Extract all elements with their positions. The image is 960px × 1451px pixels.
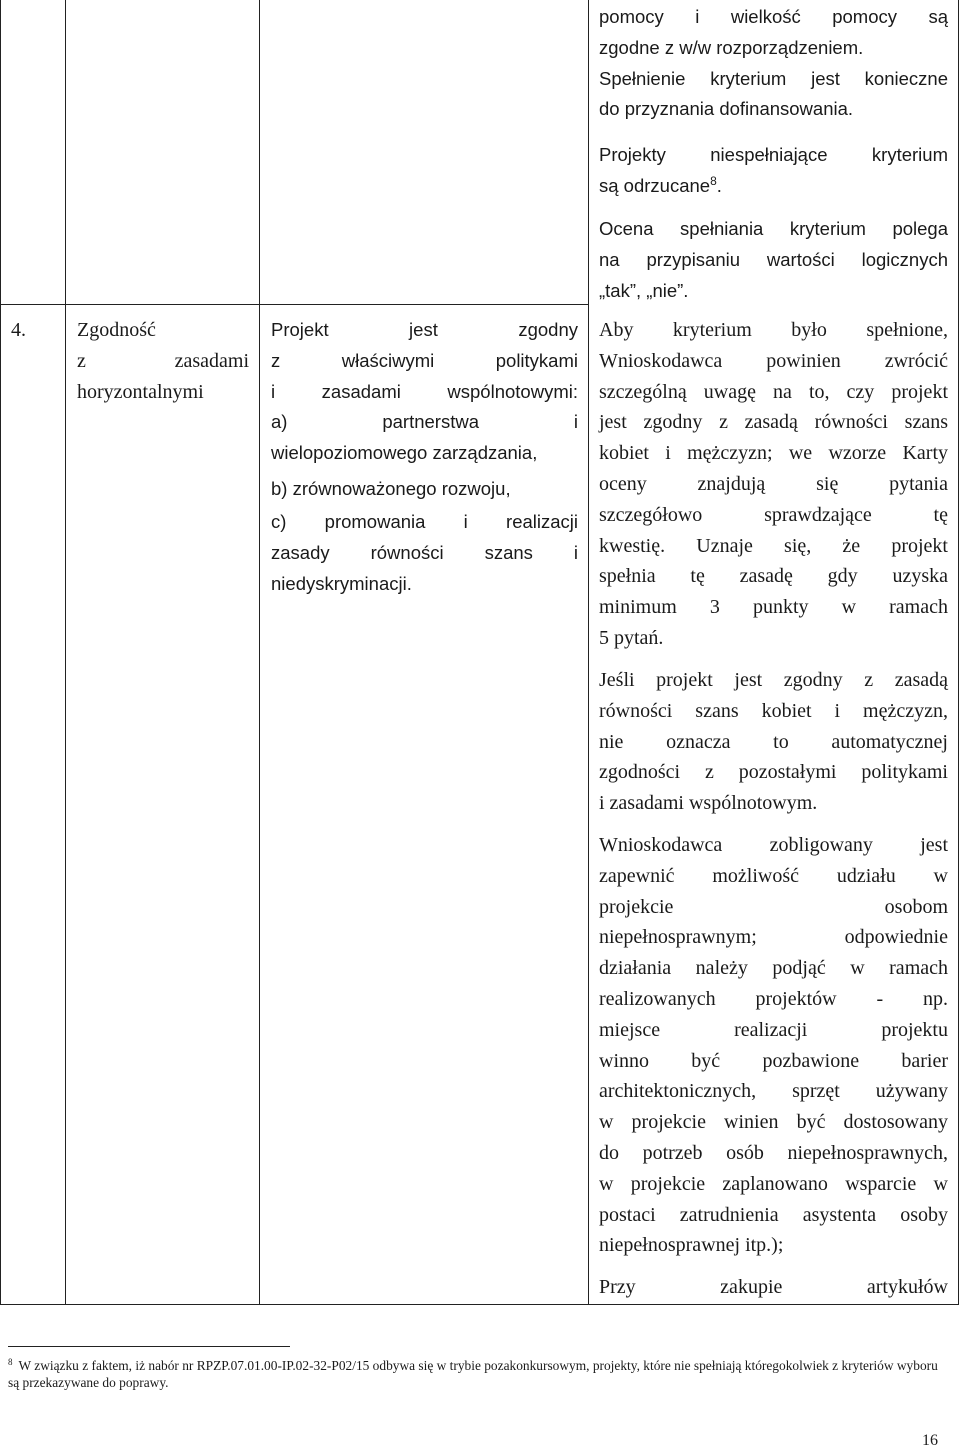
assessment-line: Jeśli projekt jest zgodny z zasadą [599,669,948,691]
page-number: 16 [922,1432,938,1449]
table-border-col2 [259,0,260,1305]
criterion-name-line-2: z zasadami [77,349,249,372]
description-line: niedyskryminacji. [271,572,412,594]
assessment-line: Przy zakupie artykułów [599,1276,948,1298]
assessment-line: działania należy podjąć w ramach [599,957,948,980]
assessment-line: Aby kryterium było spełnione, [599,319,948,341]
table-border-col1 [65,0,66,1305]
criterion-name-line-3: horyzontalnymi [77,380,204,403]
table-border-left [0,0,1,1305]
assessment-line: zgodności z pozostałymi politykami [599,761,948,784]
footnote-text: W związku z faktem, iż nabór nr RPZP.07.01.00-IP.02-32-P02/15 odbywa się w trybie pozakonkursowym, projekty, które nie spełniają któregokolwiek z kryteriów wyboru są przekazywane do poprawy. [8,1358,938,1390]
assessment-line: szczególną uwagę na to, czy projekt [599,380,948,403]
footnote-reference: 8 [710,173,717,188]
assessment-line: i zasadami wspólnotowym. [599,792,818,815]
table-border-right [958,0,959,1305]
criterion-name-line-1: Zgodność [77,319,156,341]
row-separator [0,304,588,305]
prev-line-text: są odrzucane [599,174,711,196]
assessment-line: jest zgodny z zasadą równości szans [599,411,948,434]
assessment-line: nie oznacza to automatycznej [599,730,948,753]
assessment-line: spełnia tę zasadę gdy uzyska [599,565,948,588]
prev-line: Spełnienie kryterium jest konieczne [599,67,948,89]
footnote-mark: 8 [8,1356,13,1367]
assessment-line: szczegółowo sprawdzające tę [599,503,948,526]
assessment-line: 5 pytań. [599,627,664,649]
assessment-line: minimum 3 punkty w ramach [599,596,948,619]
assessment-line: oceny znajdują się pytania [599,473,948,495]
assessment-line: projekcie osobom [599,895,948,918]
assessment-line: Wnioskodawca zobligowany jest [599,834,948,856]
description-line: a) partnerstwa i [271,411,578,433]
assessment-line: niepełnosprawnym; odpowiednie [599,926,948,949]
prev-line: Ocena spełniania kryterium polega [599,218,948,239]
assessment-line: miejsce realizacji projektu [599,1018,948,1041]
assessment-line: w projekcie winien być dostosowany [599,1111,948,1134]
footnote-separator [8,1346,290,1347]
prev-line-with-footnote [599,171,948,202]
table-border-bottom [0,1304,959,1305]
description-line: b) zrównoważonego rozwoju, [271,478,511,499]
assessment-line: kwestię. Uznaje się, że projekt [599,534,948,557]
assessment-line: do potrzeb osób niepełnosprawnych, [599,1142,948,1164]
assessment-line: równości szans kobiet i mężczyzn, [599,699,948,722]
prev-line-end: . [716,174,722,196]
assessment-line: postaci zatrudnienia asystenta osoby [599,1203,948,1226]
row-number: 4. [11,319,26,341]
description-line: i zasadami wspólnotowymi: [271,380,578,402]
description-line: c) promowania i realizacji [271,511,578,532]
prev-line: pomocy i wielkość pomocy są [599,6,948,27]
prev-line: zgodne z w/w rozporządzeniem. [599,36,864,58]
prev-line: Projekty niespełniające kryterium [599,144,948,165]
assessment-line: realizowanych projektów - np. [599,988,948,1010]
assessment-line: Wnioskodawca powinien zwrócić [599,349,948,372]
prev-line: na przypisaniu wartości logicznych [599,248,948,270]
description-line: z właściwymi politykami [271,349,578,371]
prev-line: do przyznania dofinansowania. [599,98,854,120]
description-line: Projekt jest zgodny [271,319,578,340]
prev-line: „tak”, „nie”. [599,279,689,301]
footnote [8,1357,938,1391]
assessment-line: winno być pozbawione barier [599,1049,948,1072]
description-line: wielopoziomowego zarządzania, [271,442,538,464]
table-border-col3 [588,0,589,1305]
assessment-line: kobiet i mężczyzn; we wzorze Karty [599,442,948,465]
assessment-line: zapewnić możliwość udziału w [599,864,948,887]
assessment-line: w projekcie zaplanowano wsparcie w [599,1172,948,1195]
assessment-line: niepełnosprawnej itp.); [599,1234,784,1257]
description-line: zasady równości szans i [271,541,578,563]
assessment-line: architektonicznych, sprzęt używany [599,1080,948,1103]
